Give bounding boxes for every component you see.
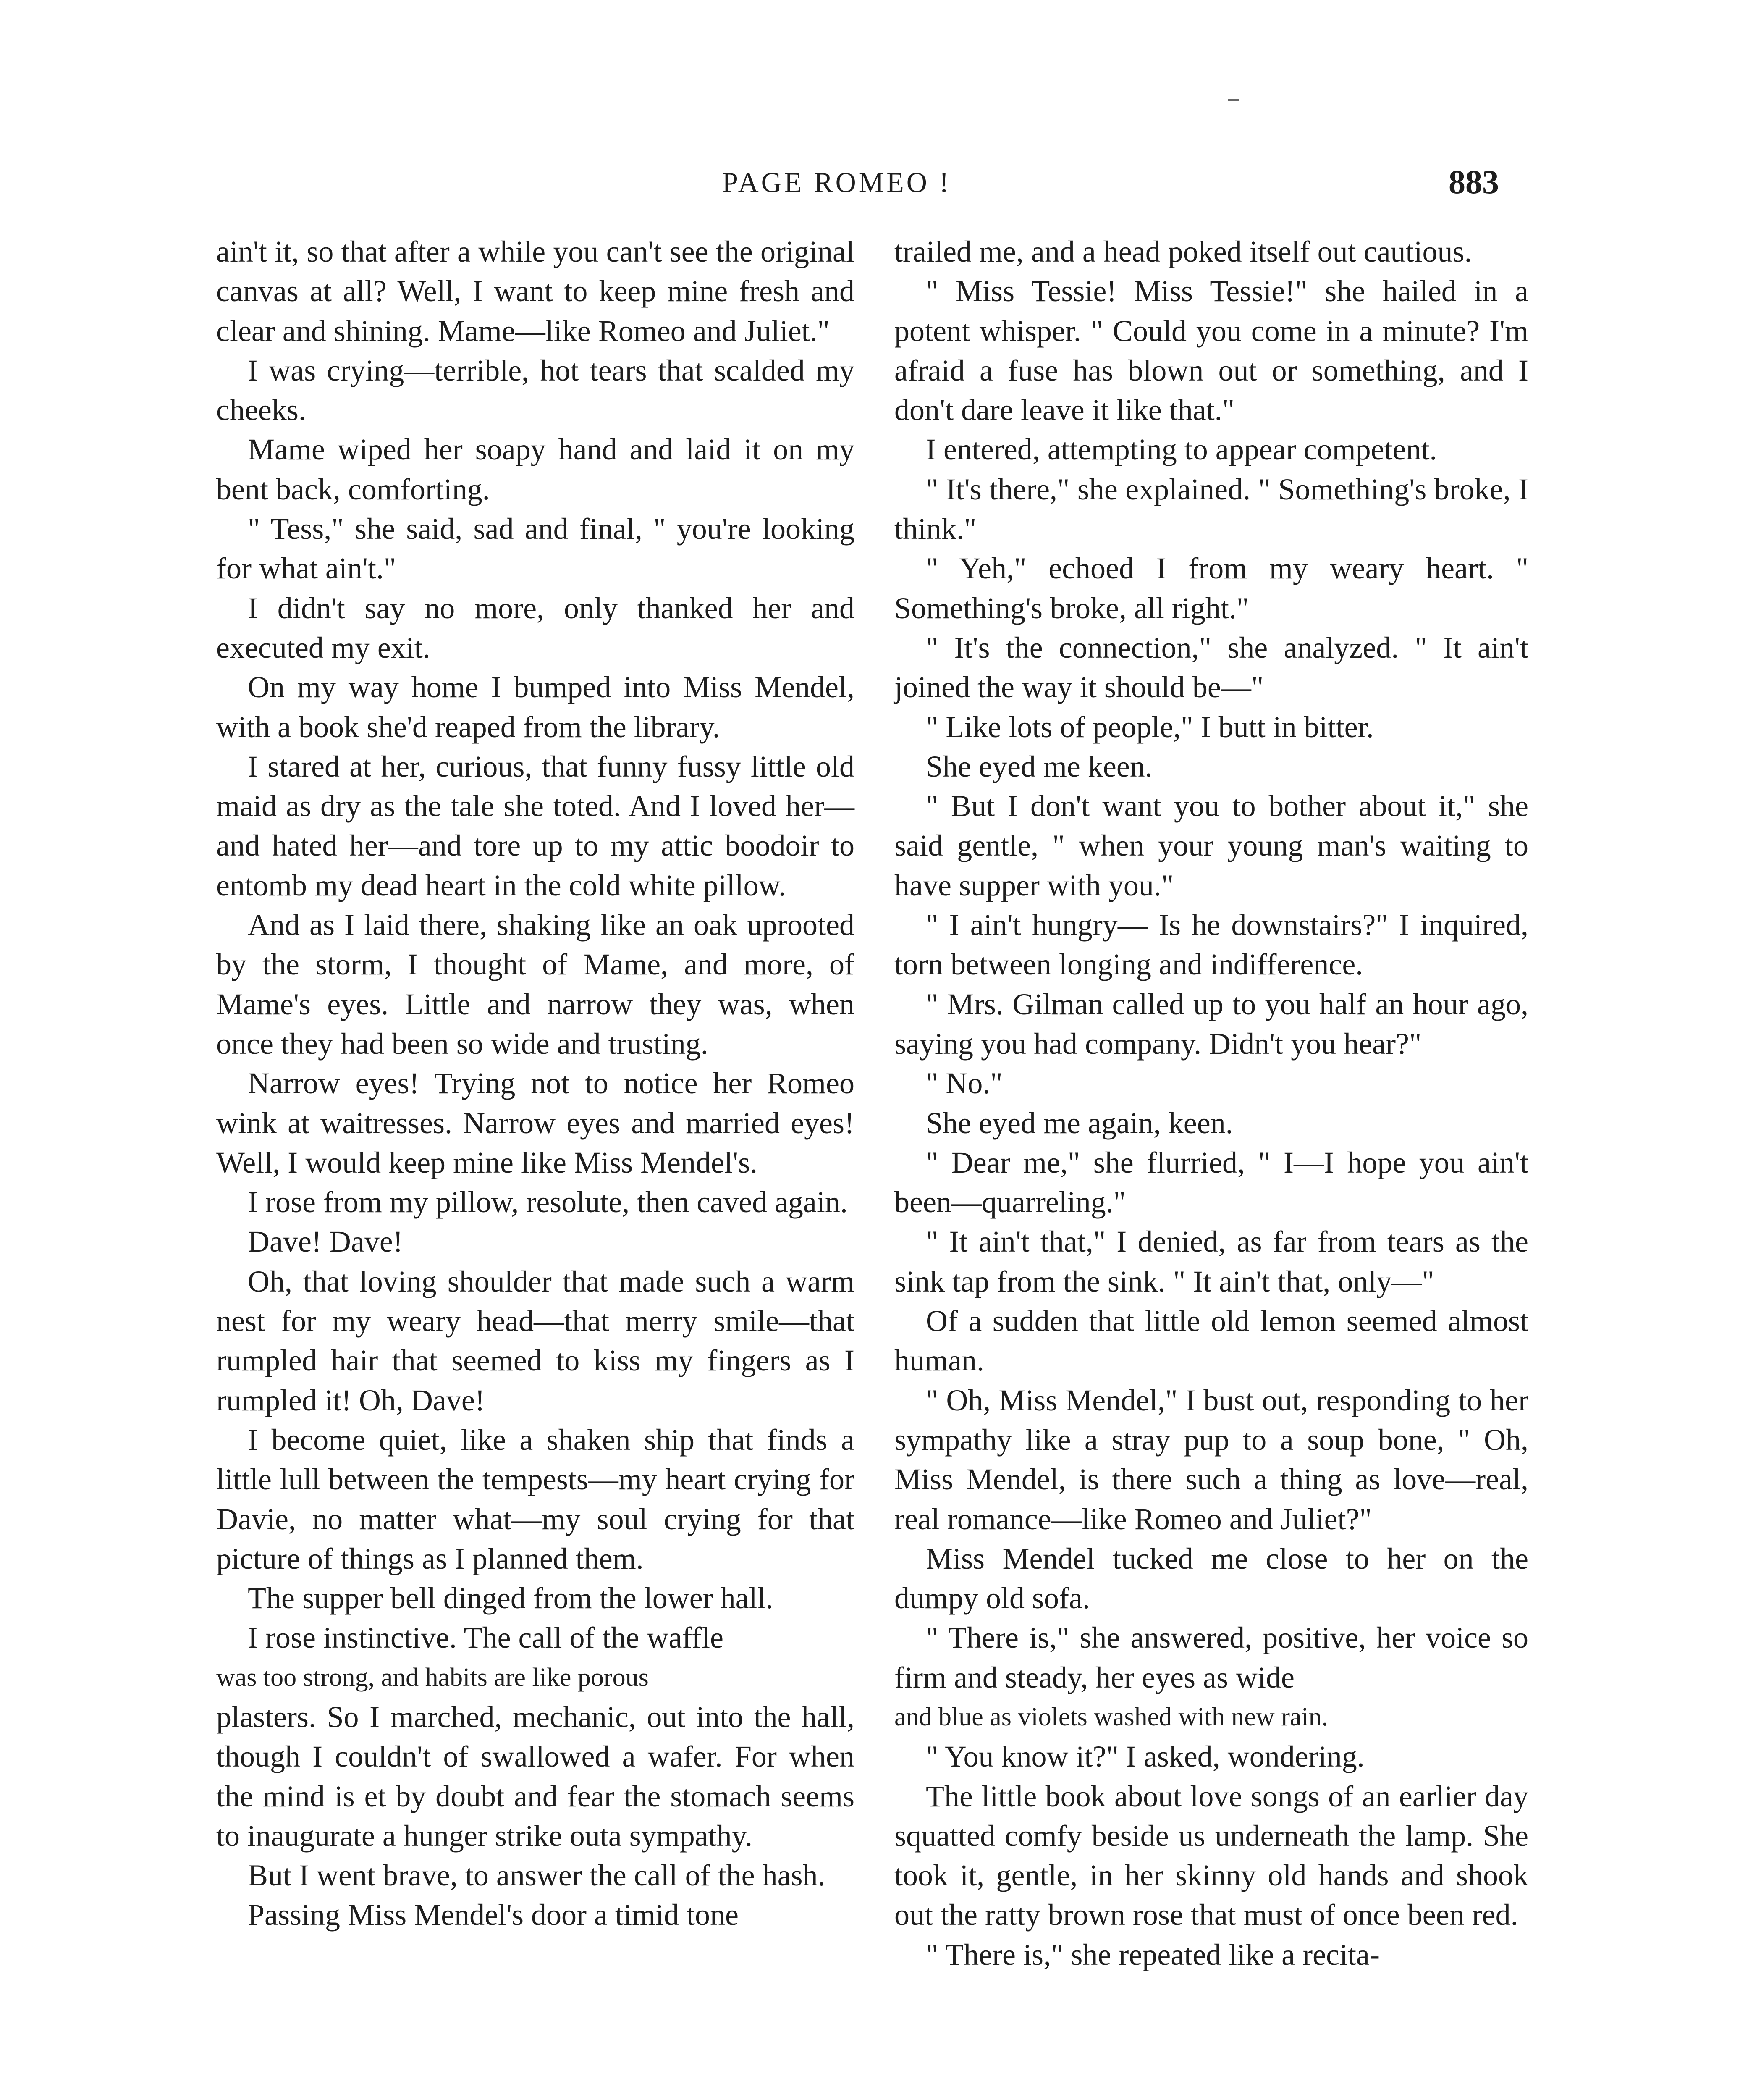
paragraph: Mame wiped her soapy hand and laid it on my bent back, comforting.: [216, 433, 854, 506]
paragraph: I entered, attempting to appear competent.: [926, 433, 1437, 467]
right-column: [894, 232, 1528, 1974]
paragraph: " It's there," she explained. " Something's broke, I think.": [894, 472, 1528, 546]
paragraph: The supper bell dinged from the lower hall.: [248, 1581, 773, 1615]
print-speck: [1228, 99, 1239, 101]
paragraph: ain't it, so that after a while you can't see the original canvas at all? Well, I want to keep mine fresh and clear and shining. Mame—like Romeo and Juliet.": [216, 235, 854, 348]
paragraph: " Dear me," she flurried, " I—I hope you ain't been—quarreling.": [894, 1145, 1528, 1219]
page-header: [0, 166, 1740, 216]
paragraph: Dave! Dave!: [248, 1225, 403, 1259]
paragraph: " You know it?" I asked, wondering.: [926, 1740, 1365, 1774]
paragraph-small-line: and blue as violets washed with new rain.: [894, 1702, 1329, 1731]
paragraph: Miss Mendel tucked me close to her on the dumpy old sofa.: [894, 1541, 1528, 1615]
paragraph: She eyed me keen.: [926, 749, 1153, 783]
paragraph: " There is," she answered, positive, her voice so firm and steady, her eyes as wide: [894, 1621, 1528, 1694]
paragraph: trailed me, and a head poked itself out cautious.: [894, 235, 1472, 268]
paragraph: Passing Miss Mendel's door a timid tone: [248, 1898, 739, 1932]
running-title: PAGE ROMEO !: [722, 166, 951, 198]
paragraph: Of a sudden that little old lemon seemed almost human.: [894, 1304, 1528, 1378]
paragraph: " Mrs. Gilman called up to you half an hour ago, saying you had company. Didn't you hear?": [894, 987, 1528, 1060]
paragraph: She eyed me again, keen.: [926, 1106, 1233, 1140]
paragraph-small-line: was too strong, and habits are like porous: [216, 1663, 649, 1692]
paragraph: And as I laid there, shaking like an oak uprooted by the storm, I thought of Mame, and more, of Mame's eyes. Little and narrow they was, when once they had been so wide and trusting.: [216, 908, 854, 1060]
paragraph: I become quiet, like a shaken ship that finds a little lull between the tempests—my heart crying for Davie, no matter what—my soul crying for that picture of things as I planned them.: [216, 1423, 854, 1575]
paragraph: On my way home I bumped into Miss Mendel, with a book she'd reaped from the library.: [216, 670, 854, 744]
paragraph: " Yeh," echoed I from my weary heart. " Something's broke, all right.": [894, 551, 1528, 625]
paragraph: I stared at her, curious, that funny fussy little old maid as dry as the tale she toted. And I loved her—and hated her—and tore up to my attic boodoir to entomb my dead heart in the cold white pillow.: [216, 749, 854, 902]
paragraph: " It ain't that," I denied, as far from tears as the sink tap from the sink. " It ain't that, only—": [894, 1225, 1528, 1298]
paragraph: " Tess," she said, sad and final, " you're looking for what ain't.": [216, 512, 854, 585]
paragraph: plasters. So I marched, mechanic, out into the hall, though I couldn't of swallowed a wafer. For when the mind is et by doubt and fear the stomach seems to inaugurate a hunger strike outa sympathy.: [216, 1700, 854, 1853]
paragraph: " No.": [926, 1066, 1003, 1100]
paragraph: I didn't say no more, only thanked her and executed my exit.: [216, 591, 854, 664]
paragraph: The little book about love songs of an earlier day squatted comfy beside us underneath the lamp. She took it, gentle, in her skinny old hands and shook out the ratty brown rose that must of once been red.: [894, 1779, 1528, 1932]
paragraph: " But I don't want you to bother about it," she said gentle, " when your young man's waiting to have supper with you.": [894, 789, 1528, 902]
paragraph: I rose from my pillow, resolute, then caved again.: [248, 1185, 848, 1219]
paragraph: But I went brave, to answer the call of the hash.: [248, 1858, 825, 1893]
paragraph: " Like lots of people," I butt in bitter.: [926, 710, 1374, 744]
paragraph: " Miss Tessie! Miss Tessie!" she hailed in a potent whisper. " Could you come in a minute? I'm afraid a fuse has blown out or something, and I don't dare leave it like that.": [894, 274, 1528, 427]
paragraph: I rose instinctive. The call of the waffle: [248, 1621, 723, 1655]
paragraph: " Oh, Miss Mendel," I bust out, responding to her sympathy like a stray pup to a soup bone, " Oh, Miss Mendel, is there such a thing as love—real, real romance—like Romeo and Juliet?": [894, 1383, 1528, 1536]
paragraph: Oh, that loving shoulder that made such a warm nest for my weary head—that merry smile—that rumpled hair that seemed to kiss my fingers as I rumpled it! Oh, Dave!: [216, 1264, 854, 1417]
paragraph: " There is," she repeated like a recita-: [926, 1937, 1380, 1971]
paragraph: Narrow eyes! Trying not to notice her Romeo wink at waitresses. Narrow eyes and married eyes! Well, I would keep mine like Miss Mendel's.: [216, 1066, 854, 1179]
paragraph: " It's the connection," she analyzed. " It ain't joined the way it should be—": [894, 630, 1528, 704]
paragraph: I was crying—terrible, hot tears that scalded my cheeks.: [216, 353, 854, 427]
page-number: 883: [1449, 164, 1499, 201]
left-column: [216, 232, 854, 1935]
paragraph: " I ain't hungry— Is he downstairs?" I inquired, torn between longing and indifference.: [894, 908, 1528, 982]
